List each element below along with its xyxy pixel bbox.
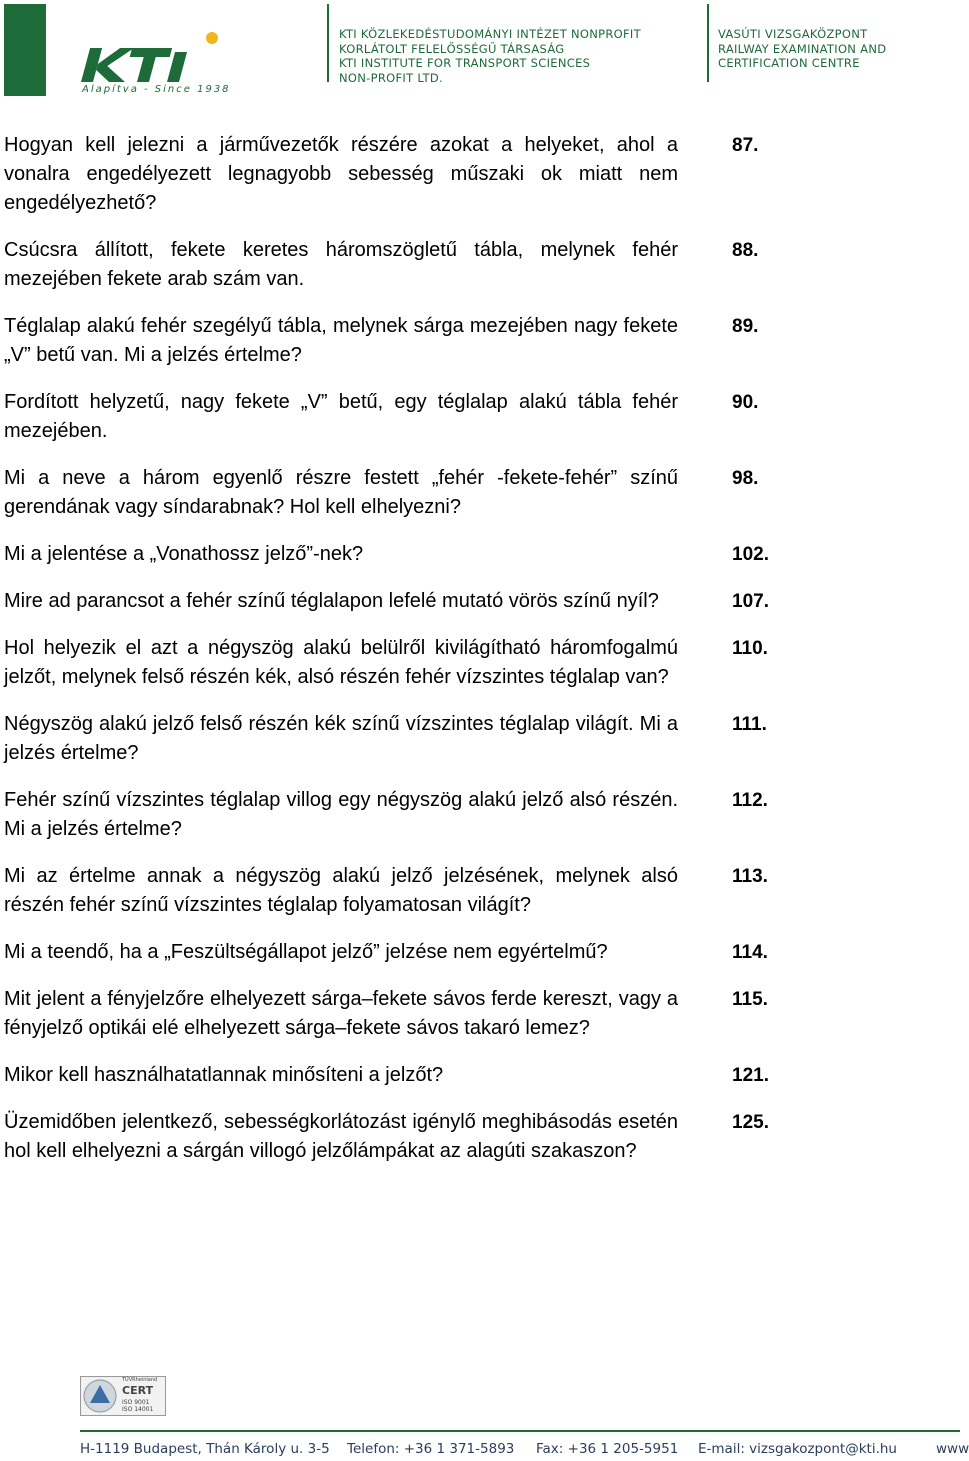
question-text: Mikor kell használhatatlannak minősíteni a jelzőt? xyxy=(4,1064,444,1086)
question-number: 107. xyxy=(732,591,769,612)
org-line: KTI KÖZLEKEDÉSTUDOMÁNYI INTÉZET NONPROFIT xyxy=(339,27,641,41)
question-number: 87. xyxy=(732,135,759,156)
footer-address: H-1119 Budapest, Thán Károly u. 3-5 xyxy=(80,1441,330,1457)
org-line: NON-PROFIT LTD. xyxy=(339,70,443,85)
question-text: Fordított helyzetű, nagy fekete „V” betű, egy téglalap alakú tábla fehér mezejében. xyxy=(4,391,678,442)
header-divider xyxy=(707,4,709,82)
question-row xyxy=(4,388,904,446)
question-text: Hol helyezik el azt a négyszög alakú belülről kivilágítható háromfogalmú jelzőt, melynek felső részén kék, alsó részén fehér vízszintes téglalap van? xyxy=(4,637,678,688)
cert-iso-9001: ISO 9001 xyxy=(122,1399,150,1406)
question-row xyxy=(4,464,904,522)
question-text: Csúcsra állított, fekete keretes háromszögletű tábla, melynek fehér mezejében fekete arab szám van. xyxy=(4,239,678,290)
question-text: Mi a jelentése a „Vonathossz jelző”-nek? xyxy=(4,543,364,565)
question-row xyxy=(4,862,904,920)
question-number: 110. xyxy=(732,638,768,659)
question-text: Mit jelent a fényjelzőre elhelyezett sárga–fekete sávos ferde kereszt, vagy a fényjelző optikái elé elhelyezett sárga–fekete sávos takaró lemez? xyxy=(4,988,678,1039)
footer-email: E-mail: vizsgakozpont@kti.hu xyxy=(698,1441,897,1457)
question-number: 114. xyxy=(732,942,768,963)
question-text: Mire ad parancsot a fehér színű téglalapon lefelé mutató vörös színű nyíl? xyxy=(4,590,659,612)
question-number: 89. xyxy=(732,316,759,337)
question-row xyxy=(4,985,904,1043)
logo-tagline: Alapítva - Since 1938 xyxy=(82,84,231,95)
centre-line: CERTIFICATION CENTRE xyxy=(718,56,860,70)
footer-divider xyxy=(80,1430,960,1432)
question-text: Mi az értelme annak a négyszög alakú jelző jelzésének, melynek alsó részén fehér színű vízszintes téglalap folyamatosan világít? xyxy=(4,865,678,916)
question-text: Üzemidőben jelentkező, sebességkorlátozást igénylő meghibásodás esetén hol kell elhelyezni a sárgán villogó jelzőlámpákat az alagúti szakaszon? xyxy=(4,1111,678,1162)
question-number: 112. xyxy=(732,790,768,811)
question-number: 90. xyxy=(732,392,759,413)
cert-tuv-label: TÜVRheinland xyxy=(122,1377,158,1383)
question-text: Mi a teendő, ha a „Feszültségállapot jelző” jelzése nem egyértelmű? xyxy=(4,941,608,963)
question-row xyxy=(4,938,904,967)
question-row xyxy=(4,312,904,370)
question-row xyxy=(4,587,904,616)
question-row xyxy=(4,540,904,569)
question-number: 121. xyxy=(732,1065,769,1086)
cert-iso-14001: ISO 14001 xyxy=(122,1406,154,1413)
question-row xyxy=(4,634,904,692)
footer-web: www xyxy=(936,1441,969,1457)
footer-fax: Fax: +36 1 205-5951 xyxy=(536,1441,679,1457)
centre-line: RAILWAY EXAMINATION AND xyxy=(718,41,887,56)
question-row xyxy=(4,1061,904,1090)
question-row xyxy=(4,710,904,768)
question-number: 102. xyxy=(732,544,769,565)
org-line: KTI INSTITUTE FOR TRANSPORT SCIENCES xyxy=(339,56,591,70)
question-row xyxy=(4,786,904,844)
question-number: 115. xyxy=(732,989,768,1010)
question-number: 98. xyxy=(732,468,759,489)
centre-line: VASÚTI VIZSGAKÖZPONT xyxy=(718,27,868,41)
question-number: 113. xyxy=(732,866,768,887)
footer-contact xyxy=(0,1441,969,1461)
centre-name-block xyxy=(718,27,886,71)
question-text: Hogyan kell jelezni a járművezetők részére azokat a helyeket, ahol a vonalra engedélyezett legnagyobb sebesség műszaki ok miatt nem engedélyezhető? xyxy=(4,134,678,214)
question-number: 111. xyxy=(732,714,767,735)
question-list xyxy=(4,131,904,1184)
question-row xyxy=(4,1108,904,1166)
cert-iso-block xyxy=(122,1399,153,1413)
question-number: 88. xyxy=(732,240,759,261)
question-number: 125. xyxy=(732,1112,769,1133)
org-line: KORLÁTOLT FELELŐSSÉGŰ TÁRSASÁG xyxy=(339,41,565,56)
question-text: Mi a neve a három egyenlő részre festett „fehér -fekete-fehér” színű gerendának vagy síndarabnak? Hol kell elhelyezni? xyxy=(4,467,678,518)
footer-phone: Telefon: +36 1 371-5893 xyxy=(347,1441,515,1457)
header-green-bar xyxy=(4,4,46,96)
cert-label: CERT xyxy=(122,1384,154,1397)
header-divider xyxy=(327,4,329,82)
question-row xyxy=(4,131,904,218)
question-text: Téglalap alakú fehér szegélyű tábla, melynek sárga mezejében nagy fekete „V” betű van. Mi a jelzés értelme? xyxy=(4,315,678,366)
question-text: Négyszög alakú jelző felső részén kék színű vízszintes téglalap világít. Mi a jelzés értelme? xyxy=(4,713,678,764)
question-text: Fehér színű vízszintes téglalap villog egy négyszög alakú jelző alsó részén. Mi a jelzés értelme? xyxy=(4,789,678,840)
org-name-block xyxy=(339,27,641,85)
question-row xyxy=(4,236,904,294)
